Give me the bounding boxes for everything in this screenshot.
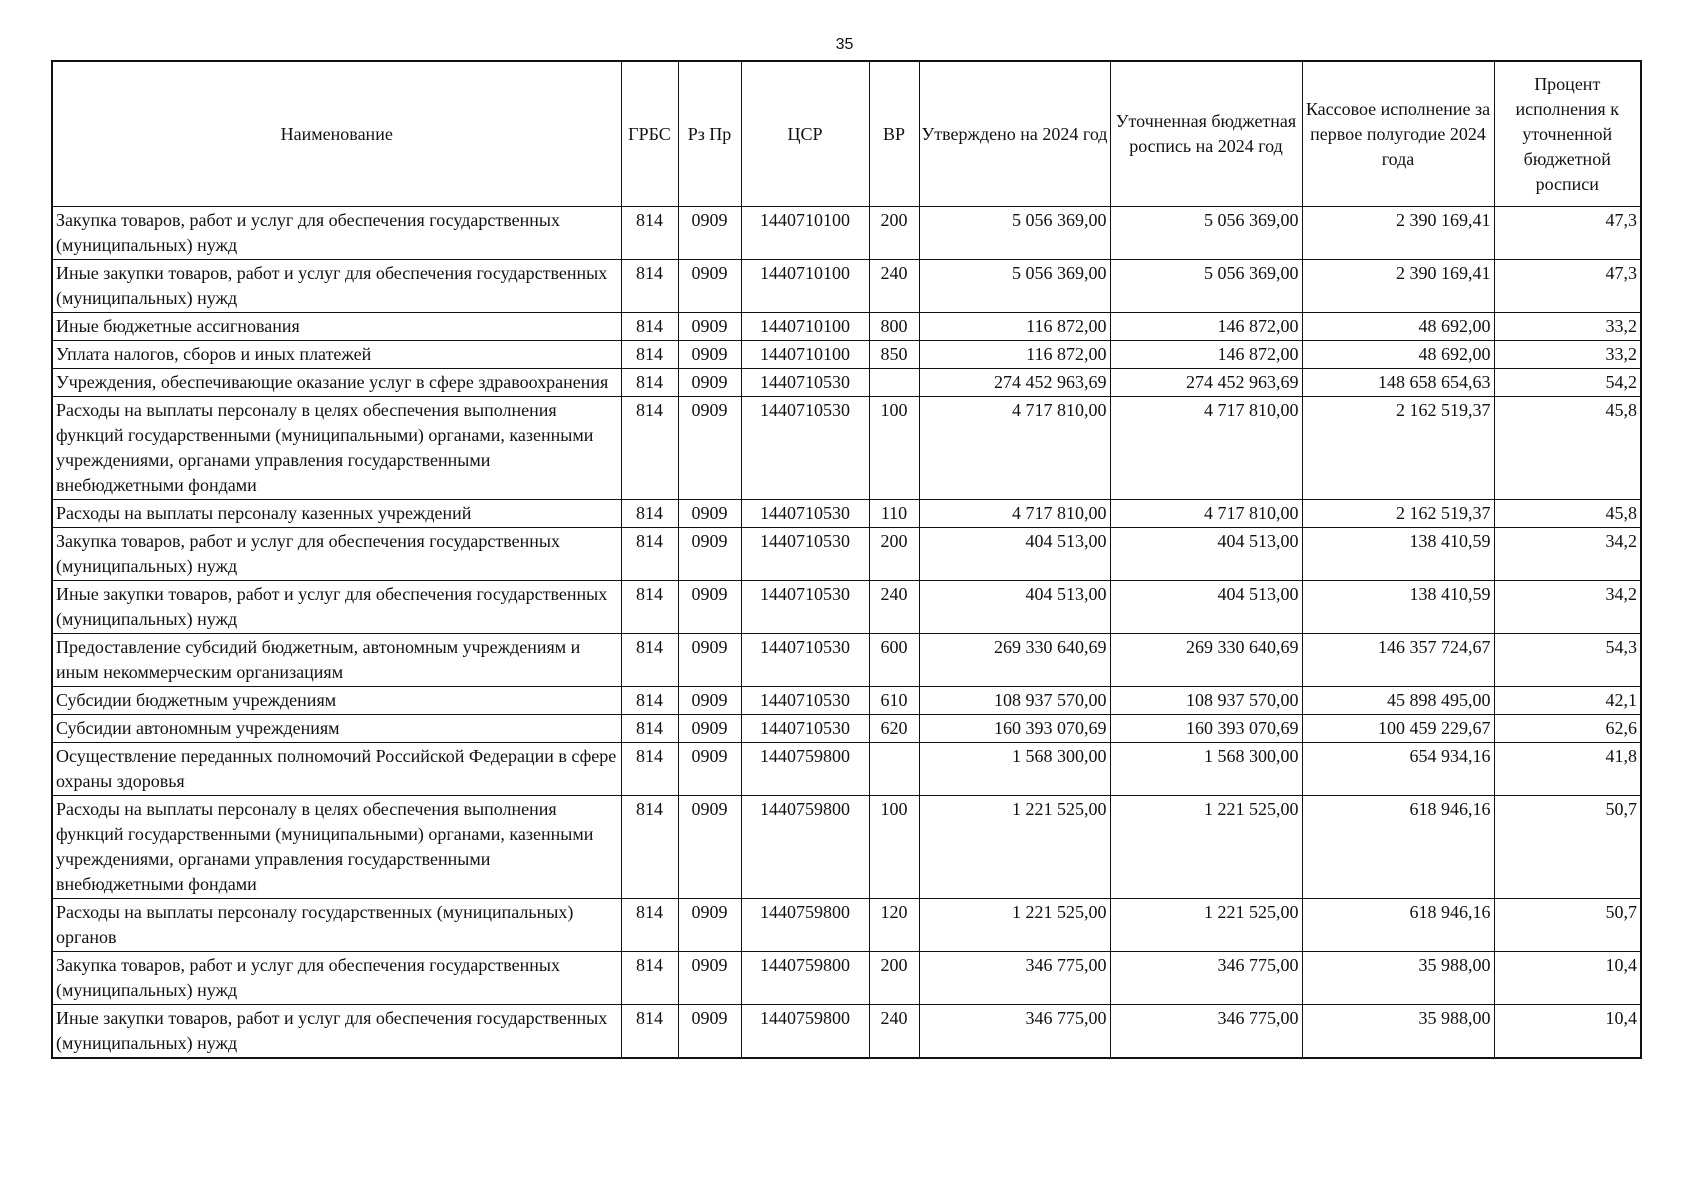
cell-refined: 5 056 369,00 xyxy=(1110,260,1302,313)
cell-name: Предоставление субсидий бюджетным, автономным учреждениям и иным некоммерческим организациям xyxy=(52,634,621,687)
cell-vr: 240 xyxy=(869,1005,919,1059)
cell-cash: 2 390 169,41 xyxy=(1302,207,1494,260)
cell-vr: 240 xyxy=(869,260,919,313)
cell-csr: 1440710530 xyxy=(741,687,869,715)
cell-grbs: 814 xyxy=(621,313,678,341)
cell-percent: 33,2 xyxy=(1494,313,1641,341)
cell-rzpr: 0909 xyxy=(678,341,741,369)
cell-percent: 62,6 xyxy=(1494,715,1641,743)
cell-name: Закупка товаров, работ и услуг для обеспечения государственных (муниципальных) нужд xyxy=(52,207,621,260)
header-approved: Утверждено на 2024 год xyxy=(919,61,1110,207)
header-row xyxy=(52,61,1641,207)
cell-rzpr: 0909 xyxy=(678,687,741,715)
header-cash: Кассовое исполнение за первое полугодие 2024 года xyxy=(1302,61,1494,207)
cell-vr: 120 xyxy=(869,899,919,952)
cell-percent: 50,7 xyxy=(1494,796,1641,899)
header-rzpr: Рз Пр xyxy=(678,61,741,207)
table-row xyxy=(52,369,1641,397)
cell-grbs: 814 xyxy=(621,899,678,952)
cell-cash: 654 934,16 xyxy=(1302,743,1494,796)
cell-percent: 54,2 xyxy=(1494,369,1641,397)
cell-grbs: 814 xyxy=(621,715,678,743)
cell-cash: 35 988,00 xyxy=(1302,1005,1494,1059)
cell-percent: 45,8 xyxy=(1494,397,1641,500)
cell-rzpr: 0909 xyxy=(678,500,741,528)
table-row xyxy=(52,1005,1641,1059)
table-row xyxy=(52,500,1641,528)
cell-refined: 160 393 070,69 xyxy=(1110,715,1302,743)
cell-refined: 1 568 300,00 xyxy=(1110,743,1302,796)
cell-csr: 1440710530 xyxy=(741,581,869,634)
cell-rzpr: 0909 xyxy=(678,796,741,899)
cell-approved: 346 775,00 xyxy=(919,952,1110,1005)
cell-approved: 404 513,00 xyxy=(919,581,1110,634)
cell-refined: 4 717 810,00 xyxy=(1110,500,1302,528)
cell-vr: 200 xyxy=(869,207,919,260)
cell-grbs: 814 xyxy=(621,500,678,528)
table-row xyxy=(52,952,1641,1005)
cell-rzpr: 0909 xyxy=(678,899,741,952)
cell-csr: 1440710100 xyxy=(741,341,869,369)
cell-refined: 5 056 369,00 xyxy=(1110,207,1302,260)
cell-name: Субсидии автономным учреждениям xyxy=(52,715,621,743)
cell-cash: 618 946,16 xyxy=(1302,899,1494,952)
cell-refined: 146 872,00 xyxy=(1110,313,1302,341)
cell-csr: 1440759800 xyxy=(741,899,869,952)
cell-grbs: 814 xyxy=(621,260,678,313)
cell-grbs: 814 xyxy=(621,397,678,500)
cell-approved: 274 452 963,69 xyxy=(919,369,1110,397)
cell-approved: 404 513,00 xyxy=(919,528,1110,581)
cell-csr: 1440710100 xyxy=(741,313,869,341)
header-percent: Процент исполнения к уточненной бюджетной росписи xyxy=(1494,61,1641,207)
table-row xyxy=(52,899,1641,952)
cell-percent: 50,7 xyxy=(1494,899,1641,952)
cell-grbs: 814 xyxy=(621,1005,678,1059)
cell-approved: 1 568 300,00 xyxy=(919,743,1110,796)
table-row xyxy=(52,397,1641,500)
cell-rzpr: 0909 xyxy=(678,397,741,500)
cell-percent: 10,4 xyxy=(1494,952,1641,1005)
cell-approved: 5 056 369,00 xyxy=(919,260,1110,313)
cell-cash: 138 410,59 xyxy=(1302,528,1494,581)
cell-rzpr: 0909 xyxy=(678,369,741,397)
cell-name: Закупка товаров, работ и услуг для обеспечения государственных (муниципальных) нужд xyxy=(52,528,621,581)
table-row xyxy=(52,313,1641,341)
cell-csr: 1440759800 xyxy=(741,796,869,899)
cell-grbs: 814 xyxy=(621,634,678,687)
page-number: 35 xyxy=(835,36,854,53)
cell-csr: 1440759800 xyxy=(741,1005,869,1059)
table-row xyxy=(52,581,1641,634)
table-row xyxy=(52,743,1641,796)
cell-vr xyxy=(869,743,919,796)
cell-approved: 4 717 810,00 xyxy=(919,500,1110,528)
table-row xyxy=(52,528,1641,581)
cell-grbs: 814 xyxy=(621,341,678,369)
cell-percent: 47,3 xyxy=(1494,207,1641,260)
cell-cash: 45 898 495,00 xyxy=(1302,687,1494,715)
cell-approved: 116 872,00 xyxy=(919,313,1110,341)
header-vr: ВР xyxy=(869,61,919,207)
cell-refined: 346 775,00 xyxy=(1110,1005,1302,1059)
cell-name: Субсидии бюджетным учреждениям xyxy=(52,687,621,715)
cell-name: Расходы на выплаты персоналу государственных (муниципальных) органов xyxy=(52,899,621,952)
cell-name: Осуществление переданных полномочий Российской Федерации в сфере охраны здоровья xyxy=(52,743,621,796)
header-csr: ЦСР xyxy=(741,61,869,207)
cell-refined: 146 872,00 xyxy=(1110,341,1302,369)
cell-cash: 146 357 724,67 xyxy=(1302,634,1494,687)
cell-grbs: 814 xyxy=(621,581,678,634)
header-name: Наименование xyxy=(52,61,621,207)
cell-name: Уплата налогов, сборов и иных платежей xyxy=(52,341,621,369)
cell-grbs: 814 xyxy=(621,207,678,260)
cell-vr: 110 xyxy=(869,500,919,528)
cell-vr: 800 xyxy=(869,313,919,341)
header-grbs: ГРБС xyxy=(621,61,678,207)
cell-approved: 160 393 070,69 xyxy=(919,715,1110,743)
cell-percent: 34,2 xyxy=(1494,581,1641,634)
cell-vr xyxy=(869,369,919,397)
cell-grbs: 814 xyxy=(621,528,678,581)
cell-refined: 404 513,00 xyxy=(1110,528,1302,581)
cell-rzpr: 0909 xyxy=(678,313,741,341)
cell-percent: 10,4 xyxy=(1494,1005,1641,1059)
cell-cash: 148 658 654,63 xyxy=(1302,369,1494,397)
cell-rzpr: 0909 xyxy=(678,581,741,634)
cell-refined: 404 513,00 xyxy=(1110,581,1302,634)
cell-csr: 1440710530 xyxy=(741,500,869,528)
cell-name: Иные закупки товаров, работ и услуг для обеспечения государственных (муниципальных) нужд xyxy=(52,260,621,313)
cell-percent: 42,1 xyxy=(1494,687,1641,715)
cell-csr: 1440759800 xyxy=(741,952,869,1005)
cell-rzpr: 0909 xyxy=(678,1005,741,1059)
cell-rzpr: 0909 xyxy=(678,715,741,743)
cell-vr: 200 xyxy=(869,952,919,1005)
cell-name: Расходы на выплаты персоналу в целях обеспечения выполнения функций государственными (муниципальными) органами, казенными учреждениями, органами управления государственными внебюджетными фондами xyxy=(52,397,621,500)
cell-name: Иные бюджетные ассигнования xyxy=(52,313,621,341)
cell-name: Расходы на выплаты персоналу казенных учреждений xyxy=(52,500,621,528)
cell-grbs: 814 xyxy=(621,952,678,1005)
cell-vr: 240 xyxy=(869,581,919,634)
cell-vr: 620 xyxy=(869,715,919,743)
cell-csr: 1440759800 xyxy=(741,743,869,796)
cell-vr: 100 xyxy=(869,397,919,500)
cell-name: Учреждения, обеспечивающие оказание услуг в сфере здравоохранения xyxy=(52,369,621,397)
cell-csr: 1440710100 xyxy=(741,260,869,313)
cell-csr: 1440710530 xyxy=(741,634,869,687)
table-row xyxy=(52,715,1641,743)
cell-vr: 850 xyxy=(869,341,919,369)
cell-csr: 1440710530 xyxy=(741,369,869,397)
table-row xyxy=(52,687,1641,715)
cell-name: Закупка товаров, работ и услуг для обеспечения государственных (муниципальных) нужд xyxy=(52,952,621,1005)
budget-table xyxy=(51,60,1642,1059)
header-refined: Уточненная бюджетная роспись на 2024 год xyxy=(1110,61,1302,207)
cell-refined: 269 330 640,69 xyxy=(1110,634,1302,687)
cell-refined: 108 937 570,00 xyxy=(1110,687,1302,715)
cell-percent: 45,8 xyxy=(1494,500,1641,528)
cell-grbs: 814 xyxy=(621,687,678,715)
cell-cash: 48 692,00 xyxy=(1302,341,1494,369)
table-body xyxy=(52,207,1641,1059)
cell-csr: 1440710530 xyxy=(741,528,869,581)
cell-rzpr: 0909 xyxy=(678,528,741,581)
cell-grbs: 814 xyxy=(621,369,678,397)
cell-vr: 100 xyxy=(869,796,919,899)
cell-percent: 34,2 xyxy=(1494,528,1641,581)
cell-rzpr: 0909 xyxy=(678,260,741,313)
cell-name: Иные закупки товаров, работ и услуг для обеспечения государственных (муниципальных) нужд xyxy=(52,1005,621,1059)
cell-approved: 108 937 570,00 xyxy=(919,687,1110,715)
cell-csr: 1440710530 xyxy=(741,397,869,500)
cell-rzpr: 0909 xyxy=(678,207,741,260)
cell-vr: 610 xyxy=(869,687,919,715)
cell-vr: 200 xyxy=(869,528,919,581)
cell-rzpr: 0909 xyxy=(678,952,741,1005)
table-row xyxy=(52,341,1641,369)
cell-refined: 346 775,00 xyxy=(1110,952,1302,1005)
cell-name: Расходы на выплаты персоналу в целях обеспечения выполнения функций государственными (муниципальными) органами, казенными учреждениями, органами управления государственными внебюджетными фондами xyxy=(52,796,621,899)
cell-rzpr: 0909 xyxy=(678,634,741,687)
cell-csr: 1440710530 xyxy=(741,715,869,743)
table-row xyxy=(52,796,1641,899)
cell-approved: 269 330 640,69 xyxy=(919,634,1110,687)
cell-approved: 116 872,00 xyxy=(919,341,1110,369)
cell-grbs: 814 xyxy=(621,796,678,899)
cell-grbs: 814 xyxy=(621,743,678,796)
cell-cash: 2 162 519,37 xyxy=(1302,397,1494,500)
cell-refined: 1 221 525,00 xyxy=(1110,796,1302,899)
cell-percent: 54,3 xyxy=(1494,634,1641,687)
cell-name: Иные закупки товаров, работ и услуг для обеспечения государственных (муниципальных) нужд xyxy=(52,581,621,634)
cell-rzpr: 0909 xyxy=(678,743,741,796)
cell-percent: 47,3 xyxy=(1494,260,1641,313)
cell-cash: 2 390 169,41 xyxy=(1302,260,1494,313)
cell-percent: 33,2 xyxy=(1494,341,1641,369)
cell-cash: 48 692,00 xyxy=(1302,313,1494,341)
cell-approved: 1 221 525,00 xyxy=(919,899,1110,952)
cell-percent: 41,8 xyxy=(1494,743,1641,796)
cell-approved: 5 056 369,00 xyxy=(919,207,1110,260)
cell-cash: 618 946,16 xyxy=(1302,796,1494,899)
cell-vr: 600 xyxy=(869,634,919,687)
cell-cash: 100 459 229,67 xyxy=(1302,715,1494,743)
cell-cash: 138 410,59 xyxy=(1302,581,1494,634)
cell-approved: 4 717 810,00 xyxy=(919,397,1110,500)
cell-cash: 35 988,00 xyxy=(1302,952,1494,1005)
table-row xyxy=(52,207,1641,260)
cell-refined: 1 221 525,00 xyxy=(1110,899,1302,952)
cell-csr: 1440710100 xyxy=(741,207,869,260)
cell-approved: 346 775,00 xyxy=(919,1005,1110,1059)
cell-refined: 274 452 963,69 xyxy=(1110,369,1302,397)
cell-approved: 1 221 525,00 xyxy=(919,796,1110,899)
table-row xyxy=(52,260,1641,313)
cell-cash: 2 162 519,37 xyxy=(1302,500,1494,528)
cell-refined: 4 717 810,00 xyxy=(1110,397,1302,500)
table-row xyxy=(52,634,1641,687)
